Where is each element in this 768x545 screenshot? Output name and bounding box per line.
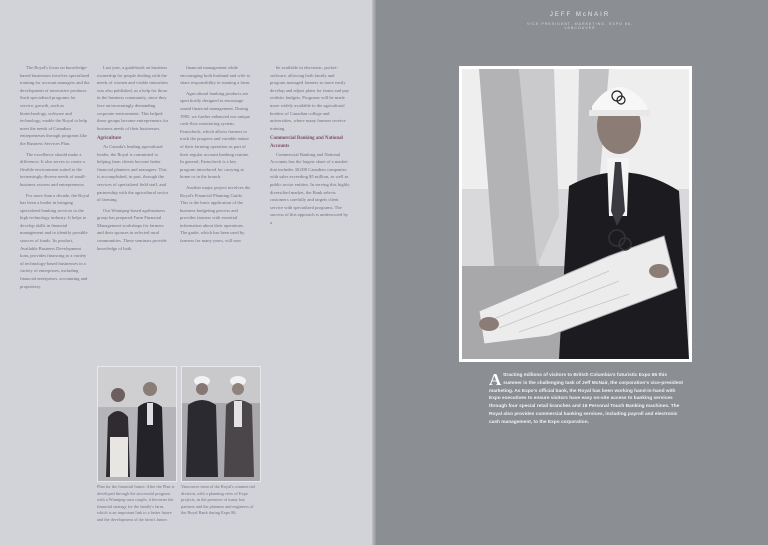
text-column-2 bbox=[97, 64, 169, 255]
photo-expo-site-team bbox=[181, 366, 261, 482]
feature-paragraph: ttracting millions of visitors to British Columbia's futuristic Expo 86 this summer is the challenging task of Jeff McNair, the corporation's vice-president marketing. As Expo's official bank, the Royal has been working hand-in-hand with Expo executives to ensure visitors have easy on-site access to banking services through four special retail branches and 16 Personal Touch Banking machines. The Royal also provides commercial banking services, including payroll and electronic cash management, to the Expo corporation. bbox=[489, 373, 684, 425]
paragraph: Agricultural banking products are specifically designed to encourage sound financial management. During 1985, we further enhanced our unique cash-flow monitoring system, Farmcheck, which allows farmers to track the progress and variable nature of their farming operation as part of their regular account banking routine. In general, Farmcheck is a key program introduced for carrying at home or in the branch. bbox=[180, 90, 250, 180]
photo-illustration bbox=[459, 66, 692, 362]
drop-cap: A bbox=[489, 370, 502, 389]
section-heading-commercial-banking: Commercial Banking and National Accounts bbox=[270, 136, 343, 149]
left-page bbox=[0, 0, 376, 545]
photo-jeff-mcnair bbox=[459, 66, 692, 362]
photo-illustration bbox=[98, 367, 176, 481]
text-column-4 bbox=[270, 64, 350, 229]
photo-couple-with-banker bbox=[97, 366, 177, 482]
text-column-1 bbox=[20, 64, 90, 293]
paragraph: As Canada's leading agricultural lender, the Royal is committed to helping farm clients become better financial planners and managers. This is accomplished, in part, through the services of specialized field staff, and partnership with the agricultural sector of farming. bbox=[97, 143, 169, 203]
paragraph: financial management while encouraging both husband and wife to share responsibility in running a farm. bbox=[180, 65, 251, 86]
paragraph: For more than a decade, the Royal has been a leader in bringing specialized banking services to the high technology industry. It helps to develop skills in financial management and to identify possible sources of funds. Its product, Available Business Development loan, provides financing to a variety of technology-based businesses in a variety of enterprises, including financial enterprises, accounting and proprietary. bbox=[20, 192, 90, 289]
paragraph: Our Winnipeg-based agribusiness group has prepared Farm Financial Management workshops for farmers and their spouses in selected rural communities. These seminars provide knowledge of both bbox=[97, 207, 167, 251]
portrait-name-subtitle: VICE PRESIDENT, MARKETING, EXPO 86, VANCOUVER bbox=[527, 22, 633, 30]
portrait-name-title: JEFF McNAIR bbox=[549, 12, 611, 18]
photo-caption-right: Vancouver team of the Royal's commercial division, with a planning view of Expo projects, in the presence of many key partners and the planners and engineers of the Royal Bank during Expo 86. bbox=[181, 484, 255, 516]
paragraph: be available in electronic, pocket-software, allowing both family and program managed farmers to more easily develop and adjust plans for farms and pay realistic budgets. Programs will be made more widely available to the agricultural borders of Canadian college and universities, where many farmers receive training. bbox=[270, 65, 349, 131]
paragraph: Commercial Banking and National Accounts has the largest share of a market that includes 30,000 Canadian companies with sales exceeding $5 million, as well as public sector entities. In serving this highly diversified market, the Bank selects customers carefully and targets client service with specialized programs. The success of this approach is underscored by a bbox=[270, 151, 350, 225]
feature-article-text bbox=[489, 372, 685, 427]
paragraph: Another major project involves the Royal's Financial Planning Guide. This is the basic application of the business budgeting process and provides farmers with essential information about their operations. The guide, which has been used by farmers for many years, will now bbox=[180, 184, 251, 244]
section-heading-agriculture: Agriculture bbox=[97, 136, 122, 142]
paragraph: The excellence should make a difference. It also serves to create a flexible environment suited to the increasingly diverse needs of small-business owners and entrepreneurs. bbox=[20, 151, 87, 187]
paragraph: Last year, a guidebook on business ownership for people dealing with the needs of women and visible minorities was also published, as a help for those in the business community, since they face an increasingly demanding corporate environment. This helped these groups become entrepreneurs for business needs of their businesses. bbox=[97, 65, 169, 131]
text-column-3 bbox=[180, 64, 252, 248]
photo-caption-left: Plan for the financial future. After the Plan is developed through the successful program with a Winnipeg-area couple, it becomes the financial strategy for the family's farm, which is an important link to a better future and the development of the farm's future. bbox=[97, 484, 175, 522]
paragraph: The Royal's focus on knowledge-based businesses involves specialized training for account managers and the development of innovative products. Such specialized programs for service, growth, such as biotechnology, software and technology, enable the Royal to help meet the needs of Canadian entrepreneurs through programs like the Business Services Plan. bbox=[20, 65, 90, 146]
photo-illustration bbox=[182, 367, 260, 481]
